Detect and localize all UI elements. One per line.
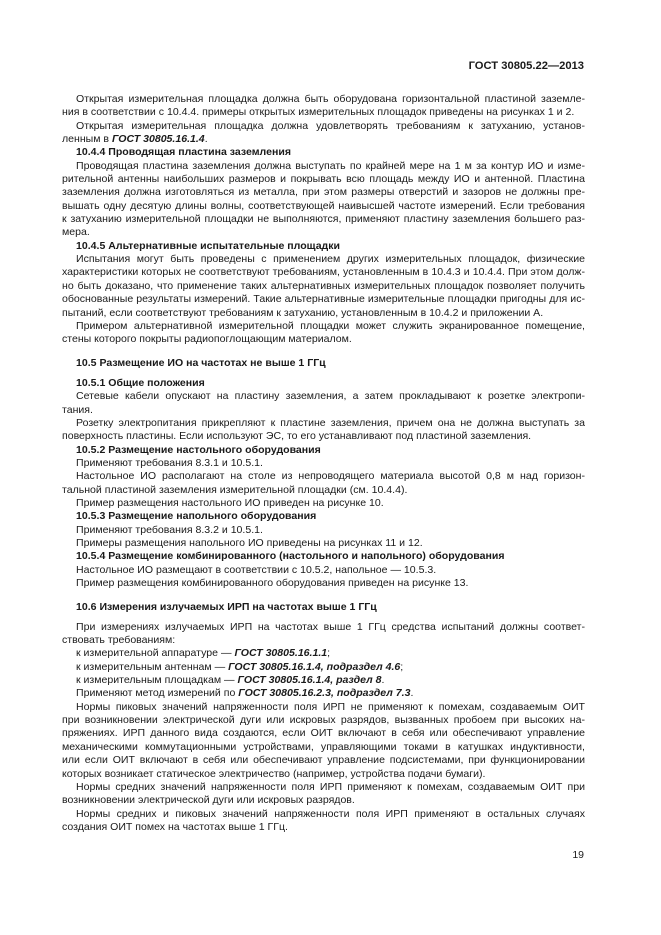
text-line: к измерительным антеннам — ГОСТ 30805.16.1.4, подраздел 4.6; [76,660,404,673]
text-line: к измерительной аппаратуре — ГОСТ 30805.16.1.1; [76,647,331,660]
text-line: обоснованные результаты измерений. Такие альтернативные измерительные площадки пригодны для ис- [62,293,585,306]
text-line: 10.5.3 Размещение напольного оборудования [76,510,317,523]
paragraph [62,93,585,120]
text-line: характеристики которых не соответствуют требованиям, установленным в 10.4.3 и 10.4.4. При этом долж- [62,266,585,279]
text-line: Нормы пиковых значений напряженности поля ИРП не применяют к помехам, создаваемым ОИТ [76,700,585,713]
text-line: Проводящая пластина заземления должна выступать по крайней мере на 1 м за контур ИО и изме- [76,159,585,172]
text-line: ния в соответствии с 10.4.4. примеры открытых измерительных площадок приведены на рисунках 1 и 2. [62,106,575,119]
text-line: пряжениях. ИРП данного вида создаются, если ОИТ включают в себя или обеспечивают управление [62,727,585,740]
section-heading [62,550,585,563]
text-line: возникновении электрической дуги или искровых разрядов. [62,794,355,807]
text-line: тальной пластиной заземления измерительной площадки (см. 10.4.4). [62,483,408,496]
section-heading [62,146,585,159]
section-heading [62,444,585,457]
paragraph [62,390,585,417]
paragraph [62,781,585,808]
text-line: ленным в ГОСТ 30805.16.1.4. [62,133,208,146]
document-body [62,93,585,834]
text-line: Нормы средних значений напряженности поля ИРП применяют к помехам, создаваемым ОИТ при [76,780,585,793]
text-line: при возникновении электрической дуги или искровых разрядов, вызванных пробоем при высоких на- [62,714,585,727]
text-line: тания. [62,403,93,416]
text-line: Применяют метод измерений по ГОСТ 30805.16.2.3, подраздел 7.3. [76,687,414,700]
text-line: Сетевые кабели опускают на пластину заземления, а затем прокладывают к розетке электропи- [76,390,585,403]
text-line: поверхность пластины. Если используют ЭС, то его устанавливают под пластиной заземления. [62,430,532,443]
paragraph [62,497,585,510]
paragraph [62,808,585,835]
paragraph [62,470,585,497]
section-heading [62,377,585,390]
paragraph [62,160,585,240]
paragraph [62,674,585,687]
text-line: к затуханию измерительной площадки не выполняются, применяют пластину заземления большего раз- [62,213,585,226]
section-heading [62,240,585,253]
text-line: 10.5.1 Общие положения [76,376,205,389]
text-line: заземления должна изготовляться из металла, при этом размеры отверстий и зазоров не должны пре- [62,186,585,199]
section-heading [62,357,585,370]
paragraph [62,537,585,550]
text-line: механическими коммутационными устройствами, управляющими токами в катушках индуктивности, [62,740,585,753]
text-line: но быть доказано, что применение таких альтернативных измерительных площадок позволяет получить [62,279,585,292]
text-line: или если ОИТ включают в себя или обеспечивают управление подсистемами, при функционировании [62,754,585,767]
text-line: Открытая измерительная площадка должна быть оборудована горизонтальной пластиной заземле- [76,93,585,105]
text-line: стены которого покрыты радиопоглощающим материалом. [62,333,352,346]
section-heading [62,510,585,523]
text-line: Применяют требования 8.3.2 и 10.5.1. [76,523,263,536]
standard-reference: ГОСТ 30805.16.1.1 [234,647,328,660]
text-line: 10.4.4 Проводящая пластина заземления [76,146,291,159]
standard-reference: ГОСТ 30805.16.1.4, раздел 8 [237,674,382,687]
text-line: Пример размещения комбинированного оборудования приведен на рисунке 13. [76,577,469,590]
standard-reference: ГОСТ 30805.16.1.4 [111,133,205,146]
text-line: Розетку электропитания прикрепляют к пластине заземления, причем она не должна выступать за [76,416,585,429]
text-line: Настольное ИО располагают на столе из непроводящего материала высотой 0,8 м над горизон- [76,470,585,483]
page-number: 19 [572,849,584,861]
text-line: 10.6 Измерения излучаемых ИРП на частотах выше 1 ГГц [76,600,377,613]
paragraph [62,621,585,648]
text-line: 10.4.5 Альтернативные испытательные площадки [76,239,341,252]
text-line: мера. [62,226,90,239]
text-line: Нормы средних и пиковых значений напряженности поля ИРП применяют в остальных случаях [76,807,585,820]
paragraph [62,524,585,537]
text-line: которых возникает статическое электричество (например, устройства подачи бумаги). [62,767,486,780]
text-line: При измерениях излучаемых ИРП на частотах выше 1 ГГц средства испытаний должны соответ- [76,620,585,633]
paragraph [62,253,585,320]
paragraph [62,320,585,347]
paragraph [62,577,585,590]
text-line: 10.5 Размещение ИО на частотах не выше 1 ГГц [76,357,326,370]
text-line: пытаний, если соответствуют требованиям к затуханию, установленным в 10.4.2 и приложении А. [62,306,544,319]
text-line: 10.5.4 Размещение комбинированного (настольного и напольного) оборудования [76,550,505,563]
text-line: Испытания могут быть проведены с применением других измерительных площадок, физические [76,253,585,266]
text-line: к измерительным площадкам — ГОСТ 30805.16.1.4, раздел 8. [76,674,385,687]
text-line: Настольное ИО размещают в соответствии с 10.5.2, напольное — 10.5.3. [76,563,437,576]
paragraph [62,564,585,577]
text-line: 10.5.2 Размещение настольного оборудования [76,443,321,456]
paragraph [62,457,585,470]
paragraph [62,687,585,700]
paragraph [62,120,585,147]
standard-reference: ГОСТ 30805.16.1.4, подраздел 4.6 [228,660,401,673]
paragraph [62,417,585,444]
paragraph [62,647,585,660]
section-heading [62,601,585,614]
text-line: создания ОИТ помех на частотах выше 1 ГГц. [62,820,288,833]
document-header-id: ГОСТ 30805.22—2013 [468,60,584,72]
text-line: Примером альтернативной измерительной площадки может служить экранированное помещение, [76,319,585,332]
text-line: Примеры размещения напольного ИО приведены на рисунках 11 и 12. [76,537,423,549]
text-line: Открытая измерительная площадка должна удовлетворять требованиям к затуханию, установ- [76,119,585,132]
text-line: Применяют требования 8.3.1 и 10.5.1. [76,456,263,469]
text-line: Пример размещения настольного ИО приведен на рисунке 10. [76,496,384,509]
standard-reference: ГОСТ 30805.16.2.3, подраздел 7.3 [238,687,411,700]
text-line: ствовать требованиям: [62,634,176,647]
text-line: рительной антенны наибольших размеров и покрывать всю площадь между ИО и антенной. Пластина [62,173,585,186]
paragraph [62,701,585,781]
paragraph [62,661,585,674]
text-line: вышать одну десятую длины волны, соответствующей наивысшей частоте измерений. Если требования [62,199,585,212]
